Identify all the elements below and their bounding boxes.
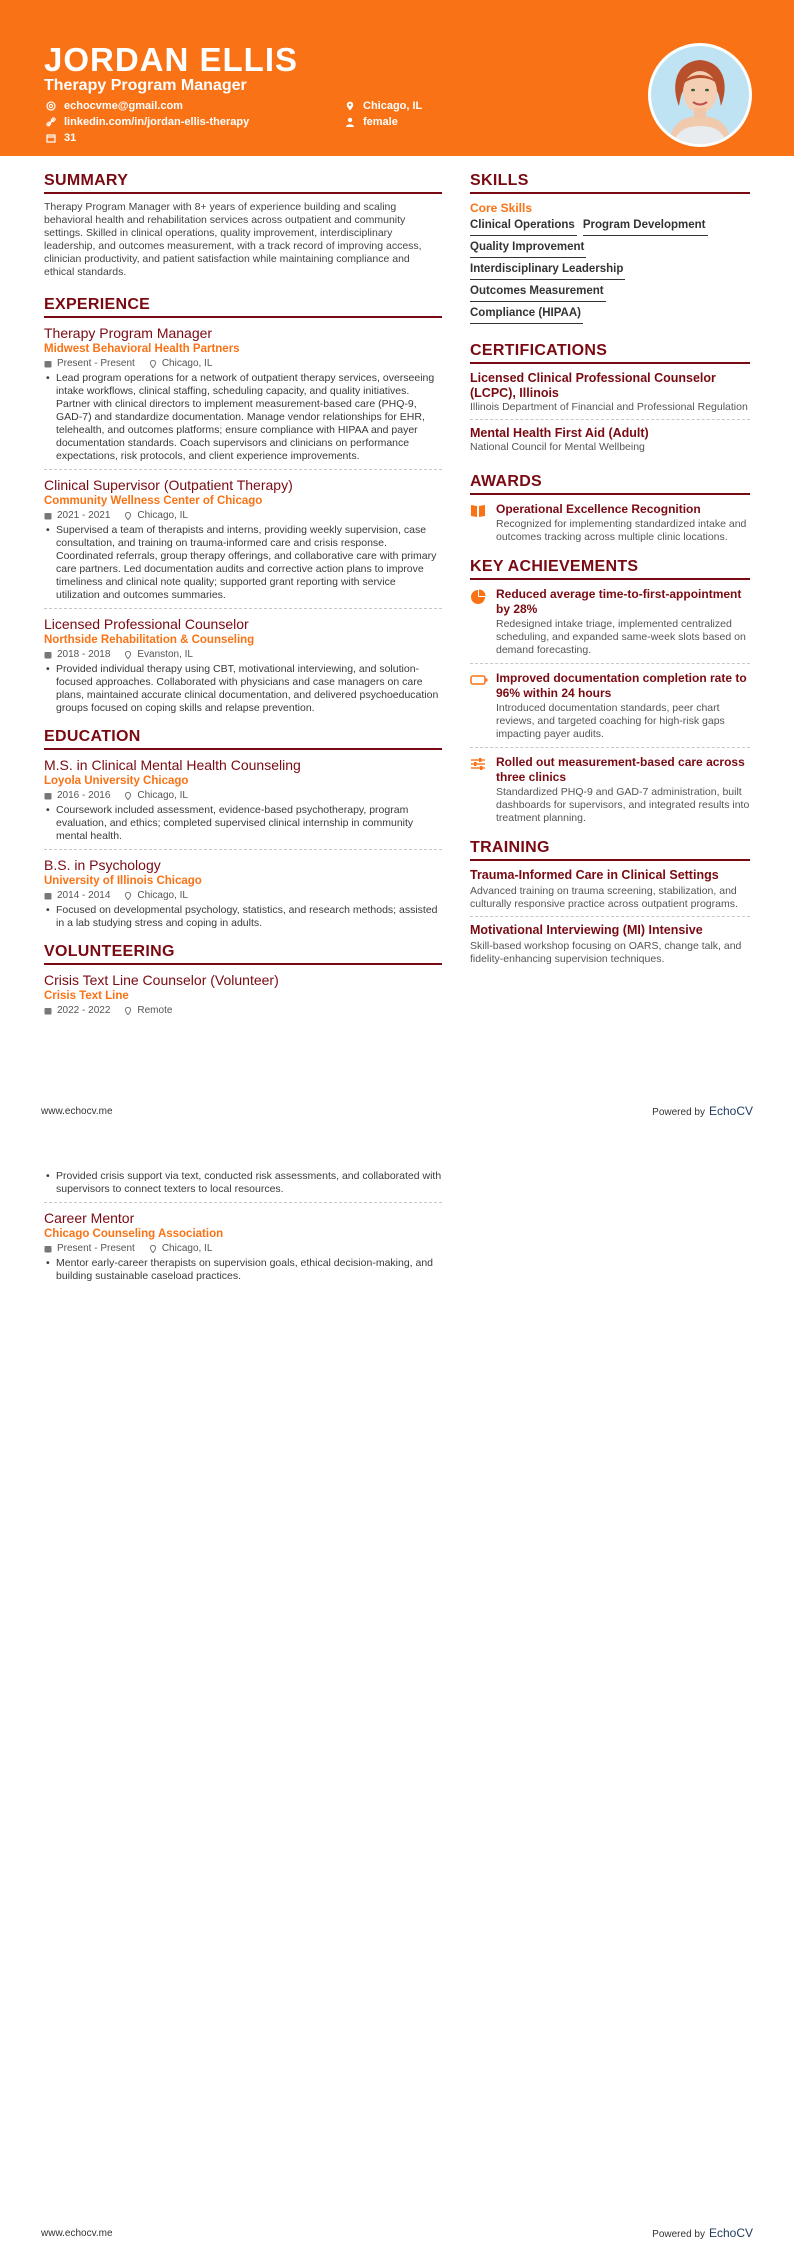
certification-item bbox=[470, 371, 750, 420]
entry-location: Remote bbox=[137, 1005, 173, 1016]
location-pin-icon bbox=[345, 101, 355, 111]
volunteering-entry bbox=[44, 972, 442, 1023]
experience-entry bbox=[44, 477, 442, 609]
page-footer bbox=[41, 1104, 753, 1118]
award-name: Operational Excellence Recognition bbox=[496, 502, 701, 516]
location-pin-icon bbox=[124, 512, 132, 520]
skill-tag: Outcomes Measurement bbox=[470, 285, 606, 302]
link-icon bbox=[46, 117, 56, 127]
employer: Midwest Behavioral Health Partners bbox=[44, 343, 240, 355]
footer-brand-logo: EchoCV bbox=[708, 1104, 753, 1118]
left-column bbox=[44, 172, 442, 1030]
job-title: Licensed Professional Counselor bbox=[44, 616, 249, 632]
gender-text: female bbox=[363, 116, 398, 128]
location-pin-icon bbox=[124, 651, 132, 659]
entry-dates: Present - Present bbox=[57, 1243, 135, 1254]
skill-tag: Interdisciplinary Leadership bbox=[470, 263, 625, 280]
age-text: 31 bbox=[64, 132, 77, 144]
calendar-icon bbox=[44, 792, 52, 800]
training-item bbox=[470, 868, 750, 917]
entry-bullet: • Coursework included assessment, evidence-based psychotherapy, program evaluation, and ethics; completed supervised clinical internship in community mental health. bbox=[44, 804, 442, 843]
contact-age bbox=[46, 131, 76, 145]
entry-meta bbox=[44, 1004, 442, 1017]
skill-tag: Clinical Operations bbox=[470, 219, 577, 236]
skill-tag: Program Development bbox=[583, 219, 708, 236]
footer-website[interactable]: www.echocv.me bbox=[41, 1105, 113, 1117]
page-footer bbox=[41, 2226, 753, 2240]
calendar-icon bbox=[44, 1007, 52, 1015]
entry-location: Chicago, IL bbox=[137, 790, 188, 801]
achievement-desc: Standardized PHQ-9 and GAD-7 administration, built dashboards for supervisors, and integrated results into treatment planning. bbox=[496, 786, 750, 824]
battery-icon bbox=[470, 674, 488, 686]
entry-meta bbox=[44, 509, 442, 522]
location-pin-icon bbox=[124, 892, 132, 900]
training-name: Motivational Interviewing (MI) Intensive bbox=[470, 923, 703, 937]
entry-meta bbox=[44, 357, 442, 370]
volunteering-entry bbox=[44, 1210, 442, 1289]
entry-dates: 2022 - 2022 bbox=[57, 1005, 111, 1016]
calendar-icon bbox=[44, 892, 52, 900]
employer: Northside Rehabilitation & Counseling bbox=[44, 634, 255, 646]
entry-location: Chicago, IL bbox=[161, 1243, 213, 1254]
award-desc: Recognized for implementing standardized intake and outcomes tracking across multiple clinic locations. bbox=[496, 518, 747, 543]
entry-dates: Present - Present bbox=[57, 358, 135, 369]
location-pin-icon bbox=[149, 1245, 157, 1253]
certification-item bbox=[470, 426, 750, 459]
volunteer-role: Crisis Text Line Counselor (Volunteer) bbox=[44, 972, 279, 988]
volunteer-org: Chicago Counseling Association bbox=[44, 1228, 224, 1240]
award-item bbox=[470, 502, 750, 544]
entry-bullet: • Supervised a team of therapists and interns, providing weekly supervision, case consultation, and training on trauma-informed care and crisis response. Coordinated referrals, group therapy offerings, and collaborative care with primary care partners. Led documentation audits and corrective action plans to improve timeliness and clinical note quality; supported grant reporting with service utilization and outcomes summaries. bbox=[44, 524, 442, 602]
training-item bbox=[470, 923, 750, 971]
achievement-name: Improved documentation completion rate to 96% within 24 hours bbox=[496, 671, 747, 700]
location-pin-icon bbox=[124, 1007, 132, 1015]
skills-heading: SKILLS bbox=[470, 172, 750, 194]
skill-tag: Quality Improvement bbox=[470, 241, 586, 258]
certification-issuer: National Council for Mental Wellbeing bbox=[470, 441, 645, 453]
entry-meta bbox=[44, 789, 442, 802]
volunteering-continued bbox=[44, 1168, 442, 1296]
certifications-heading: CERTIFICATIONS bbox=[470, 342, 750, 364]
employer: Community Wellness Center of Chicago bbox=[44, 495, 263, 507]
linkedin-text: linkedin.com/in/jordan-ellis-therapy bbox=[64, 116, 250, 128]
entry-dates: 2014 - 2014 bbox=[57, 890, 111, 901]
calendar-icon bbox=[44, 512, 52, 520]
sliders-icon bbox=[470, 757, 486, 771]
entry-meta bbox=[44, 889, 442, 902]
entry-location: Chicago, IL bbox=[161, 358, 213, 369]
entry-location: Evanston, IL bbox=[137, 649, 193, 660]
entry-bullet: • Lead program operations for a network of outpatient therapy services, overseeing intake workflows, clinical staffing, scheduling capacity, and quality initiatives. Partner with clinical directors to implement measurement-based care (PHQ-9, GAD-7) and standardize documentation. Manage vendor relationships for EHR, telehealth, and outcomes platforms; ensure compliance with HIPAA and payer documentation standards. Coach supervisors and clinicians on performance expectations, risk protocols, and client experience improvements. bbox=[44, 372, 442, 463]
entry-meta bbox=[44, 648, 442, 661]
degree: M.S. in Clinical Mental Health Counseling bbox=[44, 757, 301, 773]
summary-text: Therapy Program Manager with 8+ years of experience building and scaling behavioral health and rehabilitation services across outpatient and community settings. Skilled in clinical operations, quality improvement, interdisciplinary leadership, and outcomes measurement, with a track record of improving access, clinician productivity, and patient satisfaction while maintaining compliance and ethical standards. bbox=[44, 201, 422, 278]
achievement-item bbox=[470, 671, 750, 748]
calendar-icon bbox=[44, 1245, 52, 1253]
volunteering-entry-continued bbox=[44, 1170, 442, 1203]
location-pin-icon bbox=[124, 792, 132, 800]
education-entry bbox=[44, 757, 442, 850]
book-icon bbox=[470, 504, 486, 518]
education-entry bbox=[44, 857, 442, 936]
avatar-portrait bbox=[651, 46, 749, 144]
location-pin-icon bbox=[149, 360, 157, 368]
footer-powered-by: Powered by bbox=[652, 2229, 705, 2240]
calendar-icon bbox=[46, 133, 56, 143]
footer-brand-logo: EchoCV bbox=[708, 2226, 753, 2240]
entry-bullet: • Provided individual therapy using CBT, motivational interviewing, and solution-focused approaches. Collaborated with physicians and case managers on care plans, maintained accurate clinical documentation, and delivered psychoeducation groups focused on coping skills and relapse prevention. bbox=[44, 663, 442, 715]
experience-heading: EXPERIENCE bbox=[44, 296, 442, 318]
right-column bbox=[470, 172, 750, 977]
volunteer-org: Crisis Text Line bbox=[44, 990, 129, 1002]
contact-email[interactable] bbox=[46, 99, 183, 113]
summary-heading: SUMMARY bbox=[44, 172, 442, 194]
entry-dates: 2021 - 2021 bbox=[57, 510, 111, 521]
entry-bullet: • Mentor early-career therapists on supervision goals, ethical decision-making, and building sustainable caseload practices. bbox=[44, 1257, 442, 1283]
volunteer-role: Career Mentor bbox=[44, 1210, 135, 1226]
degree: B.S. in Psychology bbox=[44, 857, 161, 873]
certification-issuer: Illinois Department of Financial and Professional Regulation bbox=[470, 401, 748, 413]
entry-dates: 2018 - 2018 bbox=[57, 649, 111, 660]
footer-website[interactable]: www.echocv.me bbox=[41, 2227, 113, 2239]
entry-meta bbox=[44, 1242, 442, 1255]
entry-bullet: • Provided crisis support via text, conducted risk assessments, and collaborated with supervisors to connect texters to local resources. bbox=[44, 1170, 442, 1196]
certification-name: Mental Health First Aid (Adult) bbox=[470, 426, 649, 440]
candidate-title: Therapy Program Manager bbox=[44, 77, 247, 94]
contact-linkedin[interactable] bbox=[46, 115, 249, 129]
achievement-item bbox=[470, 755, 750, 831]
awards-heading: AWARDS bbox=[470, 473, 750, 495]
calendar-icon bbox=[44, 360, 52, 368]
achievement-item bbox=[470, 587, 750, 664]
experience-entry bbox=[44, 616, 442, 721]
calendar-icon bbox=[44, 651, 52, 659]
training-desc: Skill-based workshop focusing on OARS, change talk, and fidelity-enhancing supervision techniques. bbox=[470, 940, 742, 965]
location-text: Chicago, IL bbox=[363, 100, 423, 112]
skills-group-label: Core Skills bbox=[470, 201, 533, 215]
school: University of Illinois Chicago bbox=[44, 875, 202, 887]
volunteering-heading: VOLUNTEERING bbox=[44, 943, 442, 965]
training-heading: TRAINING bbox=[470, 839, 750, 861]
achievement-name: Rolled out measurement-based care across three clinics bbox=[496, 755, 745, 784]
skill-tag: Compliance (HIPAA) bbox=[470, 307, 583, 324]
resume-header bbox=[0, 0, 794, 156]
contact-gender bbox=[345, 115, 398, 129]
achievement-name: Reduced average time-to-first-appointment by 28% bbox=[496, 587, 742, 616]
entry-location: Chicago, IL bbox=[137, 510, 188, 521]
training-desc: Advanced training on trauma screening, stabilization, and culturally responsive practice across outpatient programs. bbox=[470, 885, 738, 910]
experience-entry bbox=[44, 325, 442, 470]
pie-chart-icon bbox=[470, 589, 486, 605]
email-text: echocvme@gmail.com bbox=[64, 100, 183, 112]
profile-photo bbox=[648, 43, 752, 147]
footer-powered-by: Powered by bbox=[652, 1107, 705, 1118]
entry-bullet: • Focused on developmental psychology, statistics, and research methods; assisted in a lab studying stress and coping in adults. bbox=[44, 904, 442, 930]
training-name: Trauma-Informed Care in Clinical Settings bbox=[470, 868, 719, 882]
job-title: Therapy Program Manager bbox=[44, 325, 213, 341]
at-icon bbox=[46, 101, 56, 111]
achievements-heading: KEY ACHIEVEMENTS bbox=[470, 558, 750, 580]
entry-dates: 2016 - 2016 bbox=[57, 790, 111, 801]
job-title: Clinical Supervisor (Outpatient Therapy) bbox=[44, 477, 293, 493]
candidate-name: JORDAN ELLIS bbox=[44, 41, 299, 78]
contact-location bbox=[345, 99, 422, 113]
person-icon bbox=[345, 117, 355, 127]
entry-location: Chicago, IL bbox=[137, 890, 188, 901]
achievement-desc: Redesigned intake triage, implemented centralized scheduling, and expanded same-week slots based on demand forecasting. bbox=[496, 618, 746, 656]
achievement-desc: Introduced documentation standards, peer chart reviews, and targeted coaching for high-risk gaps impacting payer audits. bbox=[496, 702, 725, 740]
certification-name: Licensed Clinical Professional Counselor (LCPC), Illinois bbox=[470, 371, 716, 400]
school: Loyola University Chicago bbox=[44, 775, 189, 787]
education-heading: EDUCATION bbox=[44, 728, 442, 750]
